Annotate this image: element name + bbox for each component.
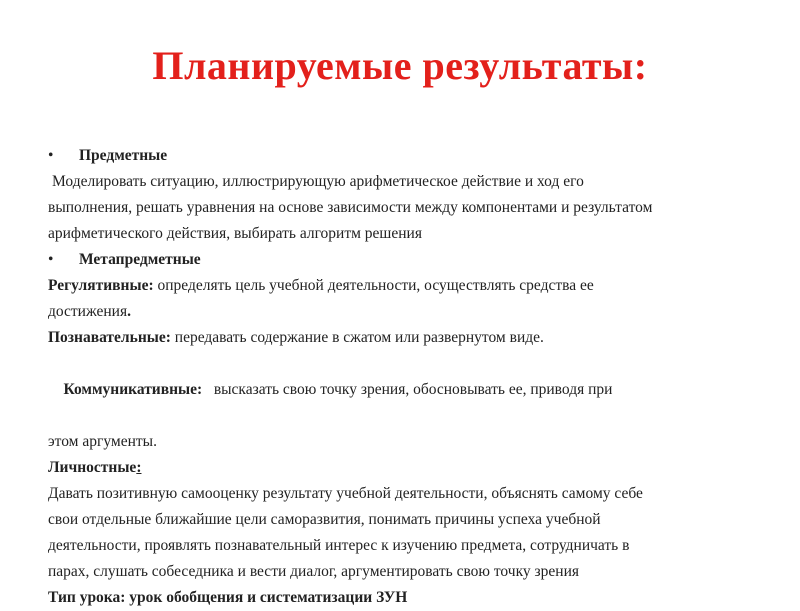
lesson-type: Тип урока: урок обобщения и систематизации ЗУН xyxy=(48,589,408,606)
personal-line-3: деятельности, проявлять познавательный интерес к изучению предмета, сотрудничать в xyxy=(48,537,630,554)
regulatory-text-1: определять цель учебной деятельности, осуществлять средства ее xyxy=(153,277,594,294)
communicative-line-1 xyxy=(48,351,758,429)
regulatory-line-2 xyxy=(48,299,758,325)
personal-label: Личностные xyxy=(48,459,137,476)
regulatory-line-1 xyxy=(48,273,758,299)
communicative-label: Коммуникативные: xyxy=(63,381,203,398)
personal-line-1: Давать позитивную самооценку результату учебной деятельности, объяснять самому себе xyxy=(48,485,643,502)
regulatory-text-2: достижения xyxy=(48,303,128,320)
subject-line-1: Моделировать ситуацию, иллюстрирующую арифметическое действие и ход его xyxy=(52,173,584,190)
personal-heading xyxy=(48,455,758,481)
content-body xyxy=(48,143,758,611)
cognitive-line xyxy=(48,325,758,351)
communicative-text-1: высказать свою точку зрения, обосновывать ее, приводя при xyxy=(202,381,613,398)
subject-line-3: арифметического действия, выбирать алгоритм решения xyxy=(48,225,422,242)
bullet-metasubject xyxy=(48,247,758,273)
bullet-dot-icon: • xyxy=(48,251,54,268)
communicative-line-2: этом аргументы. xyxy=(48,433,157,450)
cognitive-text: передавать содержание в сжатом или развернутом виде. xyxy=(170,329,544,346)
regulatory-label: Регулятивные: xyxy=(48,277,154,294)
page-title: Планируемые результаты: xyxy=(152,43,648,88)
bullet-metasubject-label: Метапредметные xyxy=(79,251,201,268)
bullet-subject xyxy=(48,143,758,169)
subject-line-2: выполнения, решать уравнения на основе зависимости между компонентами и результатом xyxy=(48,199,653,216)
bullet-dot-icon: • xyxy=(48,147,54,164)
bullet-subject-label: Предметные xyxy=(79,147,168,164)
cognitive-label: Познавательные: xyxy=(48,329,171,346)
personal-line-2: свои отдельные ближайшие цели саморазвития, понимать причины успеха учебной xyxy=(48,511,601,528)
personal-line-4: парах, слушать собеседника и вести диалог, аргументировать свою точку зрения xyxy=(48,563,579,580)
personal-colon: : xyxy=(136,459,142,476)
regulatory-dot: . xyxy=(127,303,131,320)
